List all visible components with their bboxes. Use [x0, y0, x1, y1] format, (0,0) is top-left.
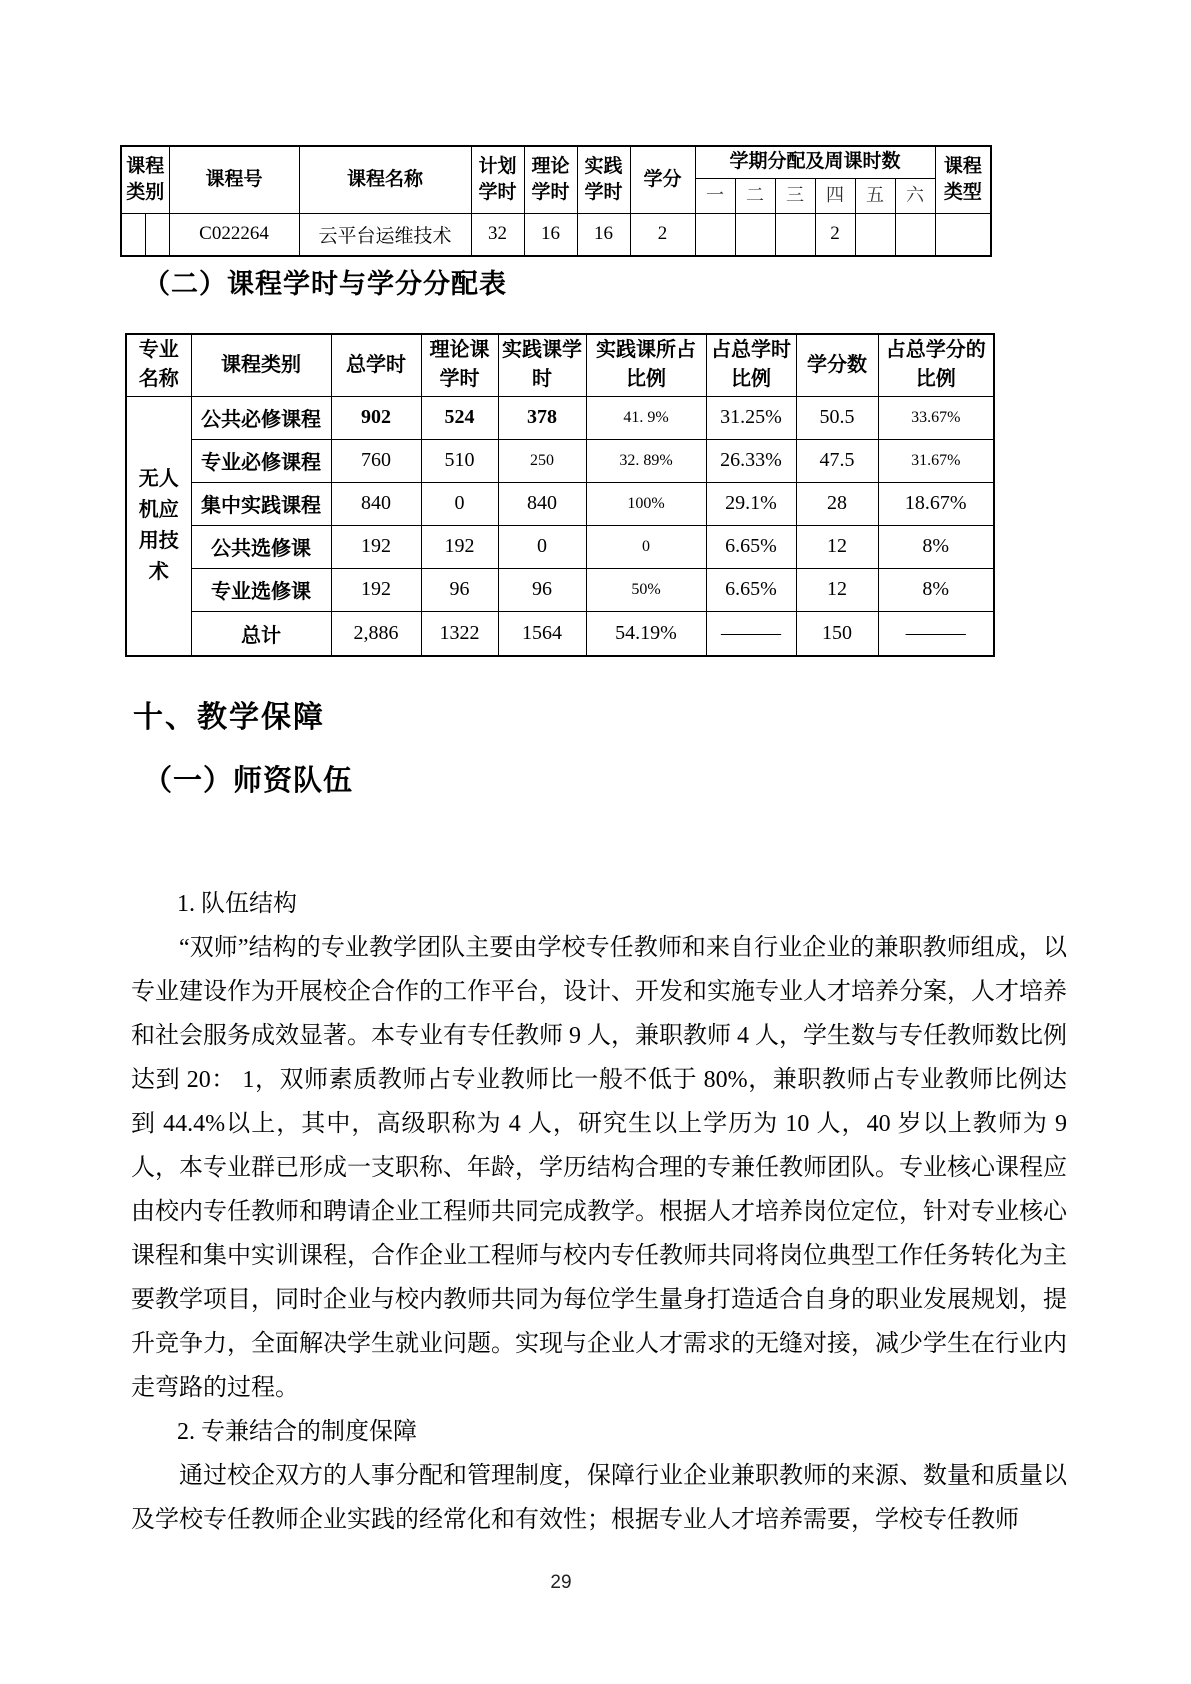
theory-hours-cell: 524	[421, 396, 498, 439]
total-hours-cell: 192	[331, 525, 421, 568]
alloc-header-major: 专业名称	[126, 334, 191, 396]
practice-hours-cell: 840	[498, 482, 586, 525]
category-cell: 专业必修课程	[191, 439, 331, 482]
practice-pct-cell: 50%	[586, 568, 706, 611]
total-hours-cell: 902	[331, 396, 421, 439]
col-header-course-no: 课程号	[169, 146, 299, 213]
category-cell: 公共选修课	[191, 525, 331, 568]
theory-hours-cell: 1322	[421, 611, 498, 656]
course-no-cell: C022264	[169, 213, 299, 256]
semester-1: 一	[695, 178, 735, 213]
list-item-1: 1. 队伍结构	[177, 891, 297, 917]
list-item-2: 2. 专兼结合的制度保障	[177, 1419, 417, 1445]
alloc-header-practice-hours: 实践课学时	[498, 334, 586, 396]
practice-hours-cell: 1564	[498, 611, 586, 656]
col-header-credits: 学分	[630, 146, 695, 213]
credits-cell: 12	[796, 525, 878, 568]
credit-pct-cell: 8%	[878, 568, 994, 611]
sem6-cell	[895, 213, 935, 256]
alloc-header-total-hours: 总学时	[331, 334, 421, 396]
category-cell: 总计	[191, 611, 331, 656]
semester-2: 二	[735, 178, 775, 213]
body-text	[131, 882, 1067, 1542]
category-cell: 公共必修课程	[191, 396, 331, 439]
credits-cell: 150	[796, 611, 878, 656]
sem2-cell	[735, 213, 775, 256]
credit-pct-cell: 18.67%	[878, 482, 994, 525]
credits-cell: 47.5	[796, 439, 878, 482]
page-number: 29	[550, 1572, 572, 1593]
credit-pct-cell: 31.67%	[878, 439, 994, 482]
credits-cell: 2	[630, 213, 695, 256]
semester-6: 六	[895, 178, 935, 213]
total-hours-cell: 192	[331, 568, 421, 611]
col-header-semester-group: 学期分配及周课时数	[695, 146, 935, 178]
col-header-category: 课程类别	[121, 146, 169, 213]
total-hours-cell: 840	[331, 482, 421, 525]
credits-cell: 12	[796, 568, 878, 611]
credits-cell: 28	[796, 482, 878, 525]
allocation-table	[125, 333, 995, 657]
semester-3: 三	[775, 178, 815, 213]
alloc-header-total-pct: 占总学时比例	[706, 334, 796, 396]
section10-sub-heading: （一）师资队伍	[143, 765, 354, 797]
practice-pct-cell: 32. 89%	[586, 439, 706, 482]
paragraph-2: 通过校企双方的人事分配和管理制度，保障行业企业兼职教师的来源、数量和质量以及学校专任教师企业实践的经常化和有效性；根据专业人才培养需要，学校专任教师	[131, 1463, 1067, 1533]
theory-hours-cell: 16	[524, 213, 577, 256]
col-header-theory-hours: 理论学时	[524, 146, 577, 213]
theory-hours-cell: 510	[421, 439, 498, 482]
total-row	[126, 611, 994, 656]
total-hours-cell: 2,886	[331, 611, 421, 656]
alloc-header-theory-hours: 理论课学时	[421, 334, 498, 396]
theory-hours-cell: 192	[421, 525, 498, 568]
total-pct-cell: 6.65%	[706, 525, 796, 568]
total-pct-cell: 29.1%	[706, 482, 796, 525]
sem3-cell	[775, 213, 815, 256]
theory-hours-cell: 96	[421, 568, 498, 611]
alloc-header-credit-pct: 占总学分的比例	[878, 334, 994, 396]
paragraph-1: “双师”结构的专业教学团队主要由学校专任教师和来自行业企业的兼职教师组成，以专业建设作为开展校企合作的工作平台，设计、开发和实施专业人才培养分案，人才培养和社会服务成效显著。本专业有专任教师 9 人，兼职教师 4 人，学生数与专任教师数比例达到 20： 1，双师素质教师占专业教师比一般不低于 80%，兼职教师占专业教师比例达到 44.4%以上，其中，高级职称为 4 人，研究生以上学历为 10 人，40 岁以上教师为 9 人，本专业群已形成一支职称、年龄，学历结构合理的专兼任教师团队。专业核心课程应由校内专任教师和聘请企业工程师共同完成教学。根据人才培养岗位定位，针对专业核心课程和集中实训课程，合作企业工程师与校内专任教师共同将岗位典型工作任务转化为主要教学项目，同时企业与校内教师共同为每位学生量身打造适合自身的职业发展规划，提升竞争力，全面解决学生就业问题。实现与企业人才需求的无缝对接，减少学生在行业内走弯路的过程。	[131, 935, 1067, 1401]
credits-cell: 50.5	[796, 396, 878, 439]
credit-pct-cell: 33.67%	[878, 396, 994, 439]
practice-pct-cell: 41. 9%	[586, 396, 706, 439]
practice-pct-cell: 100%	[586, 482, 706, 525]
total-pct-cell: 31.25%	[706, 396, 796, 439]
table-row	[126, 568, 994, 611]
practice-hours-cell: 16	[577, 213, 630, 256]
course-name-cell: 云平台运维技术	[299, 213, 471, 256]
col-header-course-type: 课程类型	[935, 146, 991, 213]
category-cell: 集中实践课程	[191, 482, 331, 525]
total-hours-cell: 760	[331, 439, 421, 482]
semester-5: 五	[855, 178, 895, 213]
practice-hours-cell: 250	[498, 439, 586, 482]
category-cell-a	[121, 213, 145, 256]
practice-pct-cell: 0	[586, 525, 706, 568]
total-pct-cell: ———	[706, 611, 796, 656]
alloc-header-category: 课程类别	[191, 334, 331, 396]
table-row	[126, 482, 994, 525]
practice-hours-cell: 96	[498, 568, 586, 611]
table-row	[126, 396, 994, 439]
category-cell-b	[145, 213, 169, 256]
practice-hours-cell: 0	[498, 525, 586, 568]
section10-heading: 十、教学保障	[133, 701, 325, 734]
credit-pct-cell: ———	[878, 611, 994, 656]
course-type-cell	[935, 213, 991, 256]
total-pct-cell: 26.33%	[706, 439, 796, 482]
alloc-header-practice-pct: 实践课所占比例	[586, 334, 706, 396]
practice-hours-cell: 378	[498, 396, 586, 439]
course-row	[121, 213, 991, 256]
sem1-cell	[695, 213, 735, 256]
major-name-cell: 无人机应用技术	[126, 396, 191, 656]
course-schedule-table	[120, 145, 992, 257]
semester-4: 四	[815, 178, 855, 213]
col-header-course-name: 课程名称	[299, 146, 471, 213]
credit-pct-cell: 8%	[878, 525, 994, 568]
sem5-cell	[855, 213, 895, 256]
practice-pct-cell: 54.19%	[586, 611, 706, 656]
section2-heading: （二）课程学时与学分分配表	[143, 269, 507, 299]
theory-hours-cell: 0	[421, 482, 498, 525]
table-row	[126, 439, 994, 482]
alloc-header-credits: 学分数	[796, 334, 878, 396]
total-pct-cell: 6.65%	[706, 568, 796, 611]
category-cell: 专业选修课	[191, 568, 331, 611]
col-header-plan-hours: 计划学时	[471, 146, 524, 213]
col-header-practice-hours: 实践学时	[577, 146, 630, 213]
sem4-cell: 2	[815, 213, 855, 256]
plan-hours-cell: 32	[471, 213, 524, 256]
table-row	[126, 525, 994, 568]
